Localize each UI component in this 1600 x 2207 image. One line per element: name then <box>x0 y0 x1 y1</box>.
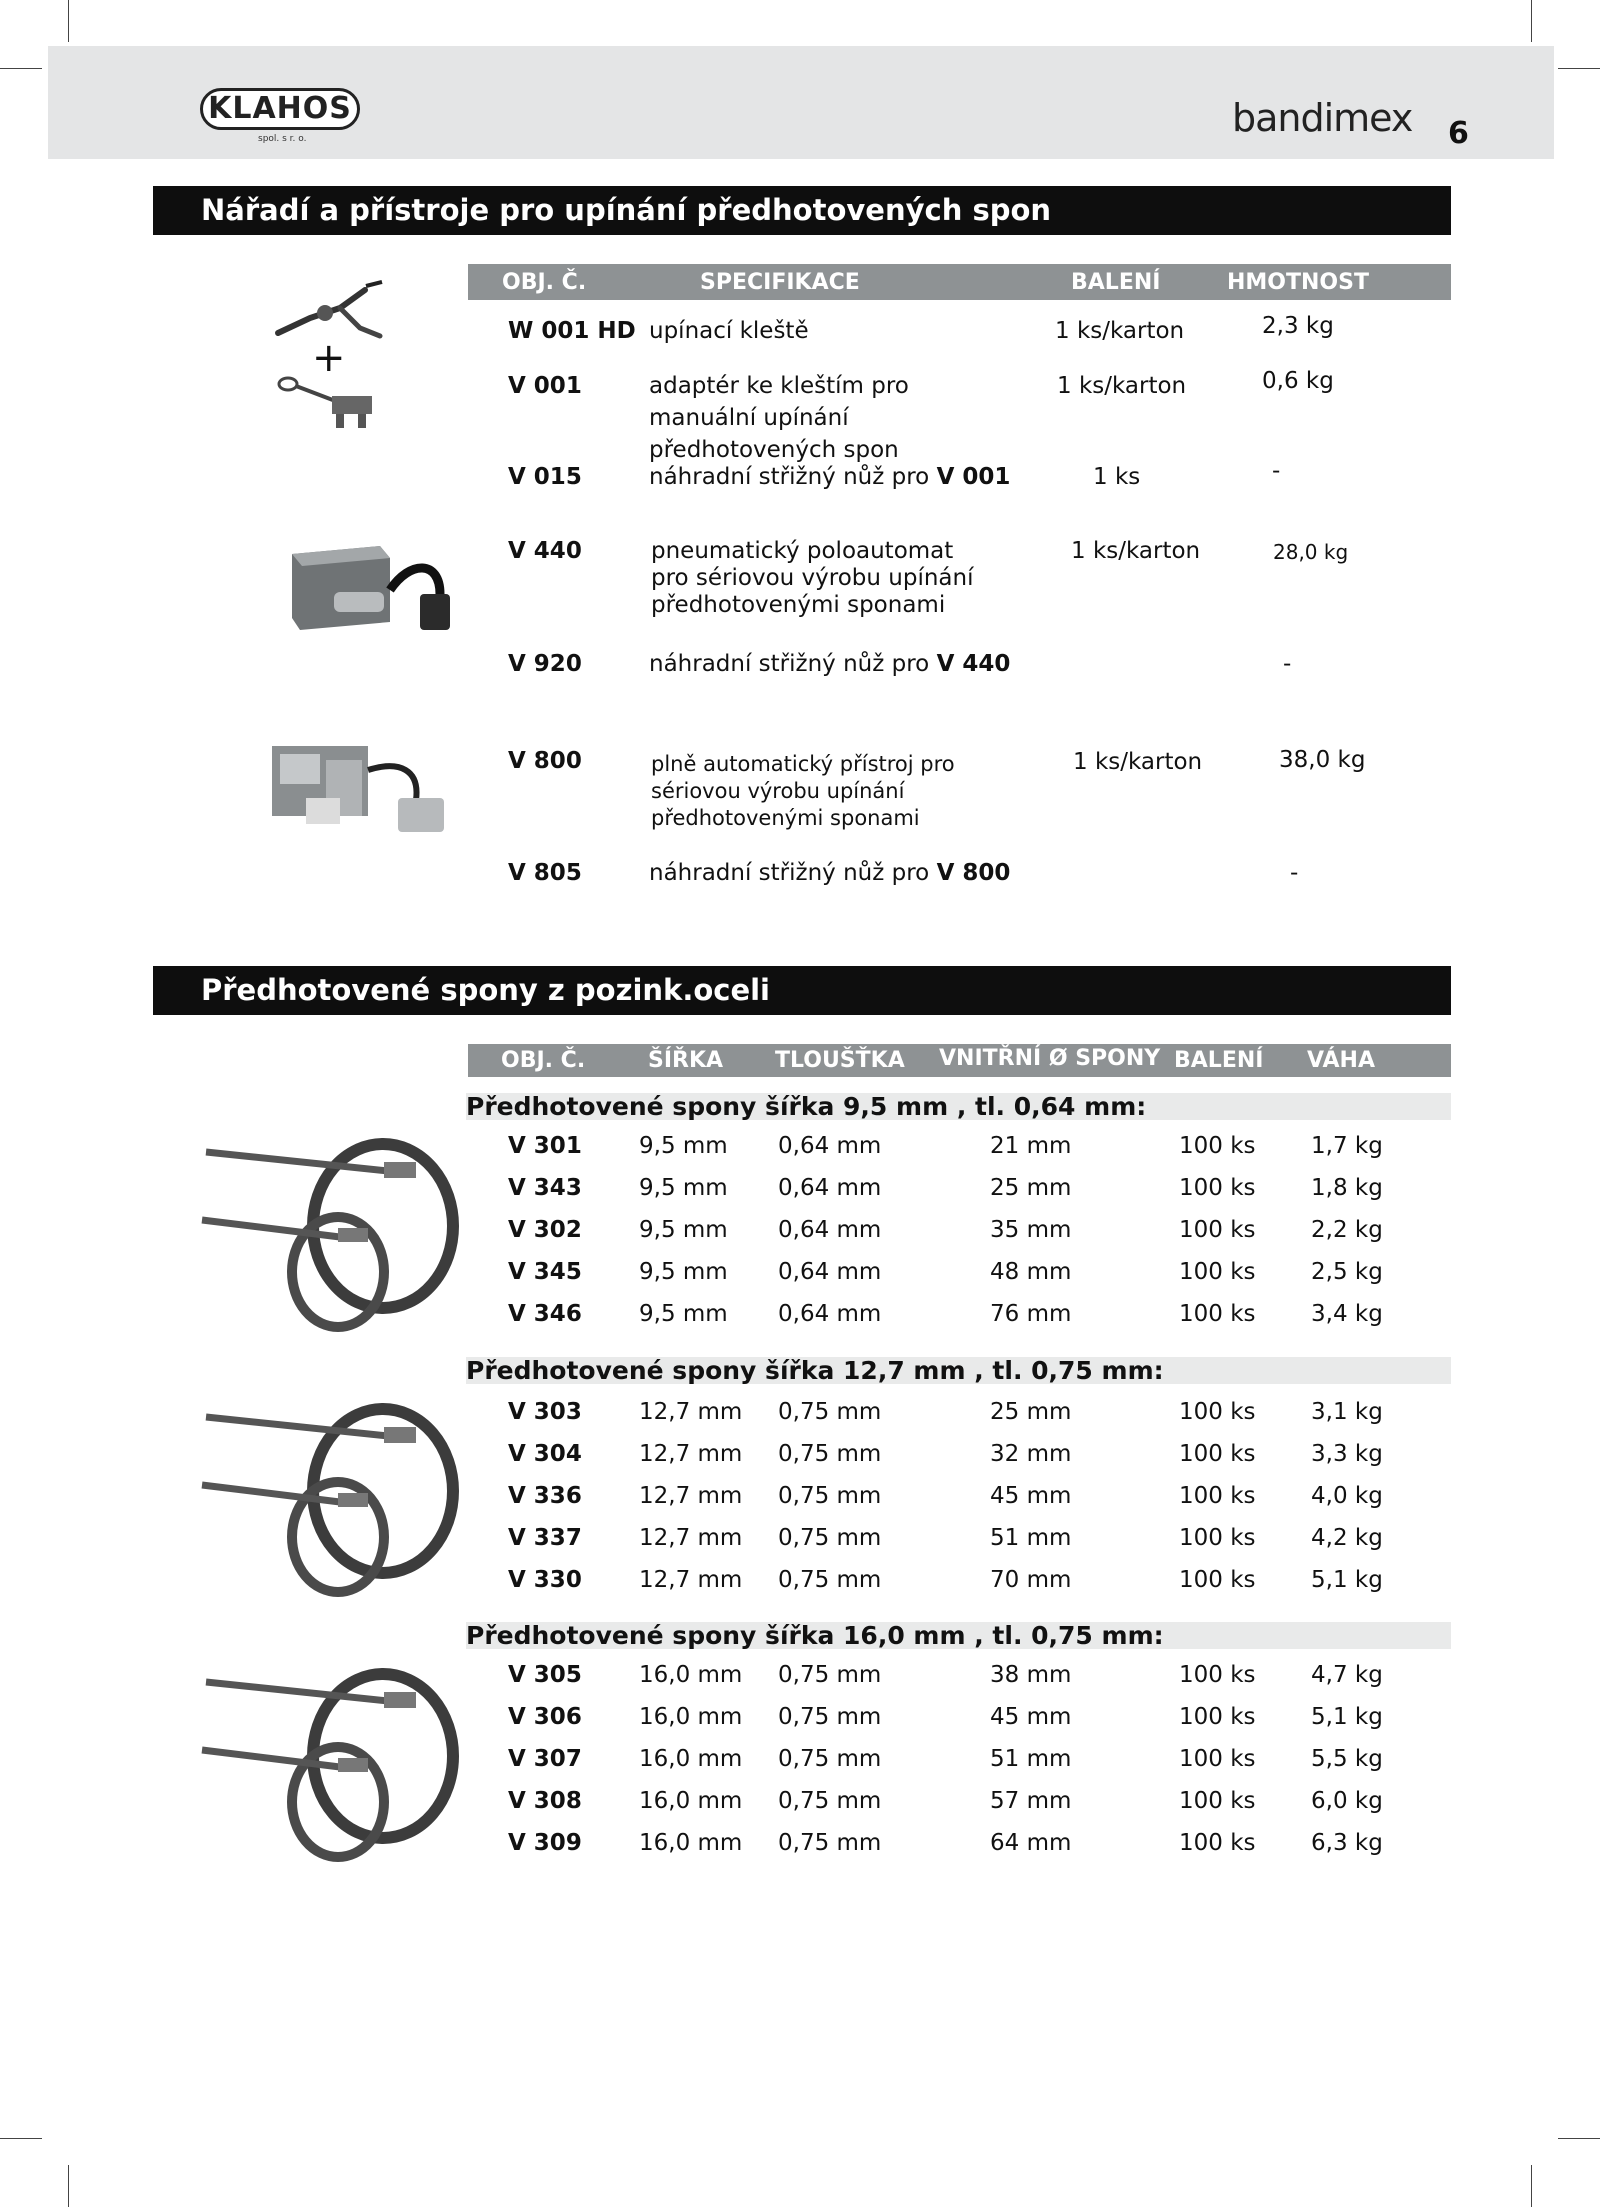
clip-pack: 100 ks <box>1179 1175 1256 1201</box>
section-title-tools: Nářadí a přístroje pro upínání předhotovených spon <box>153 186 1451 235</box>
tool-weight: - <box>1290 860 1299 886</box>
clip-code: V 304 <box>508 1441 582 1467</box>
clip-width: 12,7 mm <box>639 1441 743 1467</box>
clip-pack: 100 ks <box>1179 1217 1256 1243</box>
col-header-pack: BALENÍ <box>1071 270 1161 295</box>
tool-weight: - <box>1283 651 1292 677</box>
tool-code: V 920 <box>508 651 582 677</box>
col-header-inner-diameter: VNITŘNÍ Ø SPONY <box>939 1046 1161 1071</box>
pneumatic-semiautomat-image <box>290 540 460 640</box>
clip-weight: 2,2 kg <box>1311 1217 1383 1243</box>
clip-weight: 4,2 kg <box>1311 1525 1383 1551</box>
clip-width: 12,7 mm <box>639 1567 743 1593</box>
clip-weight: 3,3 kg <box>1311 1441 1383 1467</box>
clip-pack: 100 ks <box>1179 1662 1256 1688</box>
crop-mark <box>68 2165 69 2207</box>
clip-group-heading: Předhotovené spony šířka 12,7 mm , tl. 0,75 mm: <box>466 1357 1451 1384</box>
tool-pack: 1 ks/karton <box>1055 318 1185 344</box>
clip-width: 9,5 mm <box>639 1133 728 1159</box>
crop-mark <box>1531 0 1532 42</box>
clip-thickness: 0,75 mm <box>778 1483 882 1509</box>
clip-width: 9,5 mm <box>639 1217 728 1243</box>
clip-thickness: 0,75 mm <box>778 1662 882 1688</box>
clip-pack: 100 ks <box>1179 1133 1256 1159</box>
clip-inner-diameter: 32 mm <box>990 1441 1072 1467</box>
tool-spec-line: pneumatický poloautomat <box>651 538 954 564</box>
tool-spec-text: náhradní střižný nůž pro <box>649 860 937 886</box>
clip-inner-diameter: 48 mm <box>990 1259 1072 1285</box>
tools-table-header <box>468 264 1451 300</box>
tool-pack: 1 ks/karton <box>1073 749 1203 775</box>
clip-thickness: 0,64 mm <box>778 1217 882 1243</box>
clip-thickness: 0,64 mm <box>778 1175 882 1201</box>
clip-weight: 3,1 kg <box>1311 1399 1383 1425</box>
clip-band-image <box>198 1138 468 1338</box>
tool-spec <box>651 751 955 832</box>
clip-thickness: 0,75 mm <box>778 1567 882 1593</box>
crop-mark <box>1558 68 1600 69</box>
col-header-weight: VÁHA <box>1307 1048 1375 1073</box>
section-title-clips: Předhotovené spony z pozink.oceli <box>153 966 1451 1015</box>
col-header-thickness: TLOUŠŤKA <box>775 1048 905 1073</box>
clip-inner-diameter: 76 mm <box>990 1301 1072 1327</box>
clip-group-heading: Předhotovené spony šířka 16,0 mm , tl. 0,75 mm: <box>466 1622 1451 1649</box>
col-header-code: OBJ. Č. <box>502 270 587 295</box>
tool-spec <box>649 651 1010 677</box>
tool-spec-text: náhradní střižný nůž pro <box>649 651 937 677</box>
clip-width: 9,5 mm <box>639 1301 728 1327</box>
clip-thickness: 0,75 mm <box>778 1441 882 1467</box>
clip-code: V 303 <box>508 1399 582 1425</box>
clip-weight: 5,1 kg <box>1311 1704 1383 1730</box>
crop-mark <box>0 2138 42 2139</box>
tool-weight: 2,3 kg <box>1262 313 1334 339</box>
clip-weight: 3,4 kg <box>1311 1301 1383 1327</box>
clip-code: V 345 <box>508 1259 582 1285</box>
crop-mark <box>0 68 42 69</box>
tool-pack: 1 ks/karton <box>1057 373 1187 399</box>
tool-spec <box>649 464 1010 490</box>
clip-thickness: 0,75 mm <box>778 1746 882 1772</box>
clip-code: V 308 <box>508 1788 582 1814</box>
tool-spec-ref: V 800 <box>936 860 1011 886</box>
clip-weight: 6,0 kg <box>1311 1788 1383 1814</box>
clip-code: V 306 <box>508 1704 582 1730</box>
crop-mark <box>68 0 69 42</box>
tool-spec-line: plně automatický přístroj pro <box>651 752 955 776</box>
clip-inner-diameter: 45 mm <box>990 1704 1072 1730</box>
clip-thickness: 0,75 mm <box>778 1704 882 1730</box>
clip-pack: 100 ks <box>1179 1301 1256 1327</box>
clip-weight: 5,1 kg <box>1311 1567 1383 1593</box>
tool-weight: - <box>1272 458 1281 484</box>
clip-code: V 336 <box>508 1483 582 1509</box>
clip-pack: 100 ks <box>1179 1259 1256 1285</box>
clip-width: 12,7 mm <box>639 1483 743 1509</box>
clip-code: V 337 <box>508 1525 582 1551</box>
plus-sign: + <box>312 335 346 381</box>
clip-thickness: 0,75 mm <box>778 1399 882 1425</box>
clip-inner-diameter: 64 mm <box>990 1830 1072 1856</box>
clip-weight: 1,8 kg <box>1311 1175 1383 1201</box>
clip-code: V 305 <box>508 1662 582 1688</box>
clips-table-header <box>468 1044 1451 1077</box>
automatic-device-image <box>270 740 460 840</box>
clip-pack: 100 ks <box>1179 1399 1256 1425</box>
tool-spec-line: předhotovenými sponami <box>651 806 920 830</box>
tool-weight: 38,0 kg <box>1279 747 1366 773</box>
tool-spec-line: pro sériovou výrobu upínání <box>651 565 974 591</box>
clip-weight: 1,7 kg <box>1311 1133 1383 1159</box>
clip-inner-diameter: 21 mm <box>990 1133 1072 1159</box>
tool-spec-line: sériovou výrobu upínání <box>651 779 905 803</box>
clip-weight: 4,7 kg <box>1311 1662 1383 1688</box>
page-number: 6 <box>1448 116 1469 151</box>
clip-thickness: 0,75 mm <box>778 1525 882 1551</box>
clip-inner-diameter: 38 mm <box>990 1662 1072 1688</box>
col-header-spec: SPECIFIKACE <box>700 270 860 295</box>
tool-spec: adaptér ke kleštím pro manuální upínání předhotovených spon <box>649 373 909 463</box>
clip-inner-diameter: 25 mm <box>990 1175 1072 1201</box>
tool-code: V 800 <box>508 748 582 774</box>
clip-code: V 330 <box>508 1567 582 1593</box>
clip-band-image <box>198 1668 468 1868</box>
clip-width: 16,0 mm <box>639 1704 743 1730</box>
tool-spec: upínací kleště <box>649 318 809 344</box>
col-header-weight: HMOTNOST <box>1227 270 1369 295</box>
clip-width: 12,7 mm <box>639 1399 743 1425</box>
clip-weight: 4,0 kg <box>1311 1483 1383 1509</box>
bandimex-logo: bandimex <box>1232 96 1413 140</box>
clip-inner-diameter: 45 mm <box>990 1483 1072 1509</box>
clip-code: V 309 <box>508 1830 582 1856</box>
clip-inner-diameter: 35 mm <box>990 1217 1072 1243</box>
clip-code: V 302 <box>508 1217 582 1243</box>
clip-band-image <box>198 1403 468 1603</box>
clip-width: 16,0 mm <box>639 1746 743 1772</box>
clip-code: V 343 <box>508 1175 582 1201</box>
tool-spec-ref: V 001 <box>936 464 1011 490</box>
col-header-pack: BALENÍ <box>1174 1048 1264 1073</box>
clip-width: 12,7 mm <box>639 1525 743 1551</box>
clip-code: V 301 <box>508 1133 582 1159</box>
clip-inner-diameter: 70 mm <box>990 1567 1072 1593</box>
tool-code: V 015 <box>508 464 582 490</box>
tool-weight: 0,6 kg <box>1262 368 1334 394</box>
clip-thickness: 0,64 mm <box>778 1133 882 1159</box>
tool-code: V 805 <box>508 860 582 886</box>
clip-thickness: 0,64 mm <box>778 1301 882 1327</box>
tool-spec <box>649 860 1010 886</box>
clip-width: 16,0 mm <box>639 1788 743 1814</box>
clip-thickness: 0,64 mm <box>778 1259 882 1285</box>
clip-pack: 100 ks <box>1179 1704 1256 1730</box>
clip-width: 9,5 mm <box>639 1259 728 1285</box>
clip-inner-diameter: 51 mm <box>990 1525 1072 1551</box>
clip-width: 9,5 mm <box>639 1175 728 1201</box>
clip-pack: 100 ks <box>1179 1483 1256 1509</box>
tool-spec-ref: V 440 <box>936 651 1011 677</box>
clip-weight: 6,3 kg <box>1311 1830 1383 1856</box>
crop-mark <box>1531 2165 1532 2207</box>
clip-code: V 346 <box>508 1301 582 1327</box>
klahos-logo-sub: spol. s r. o. <box>258 134 307 144</box>
clip-pack: 100 ks <box>1179 1525 1256 1551</box>
clip-inner-diameter: 57 mm <box>990 1788 1072 1814</box>
col-header-code: OBJ. Č. <box>501 1048 586 1073</box>
clip-thickness: 0,75 mm <box>778 1788 882 1814</box>
clip-inner-diameter: 25 mm <box>990 1399 1072 1425</box>
clip-pack: 100 ks <box>1179 1567 1256 1593</box>
tool-code: W 001 HD <box>508 318 636 344</box>
clip-pack: 100 ks <box>1179 1441 1256 1467</box>
clip-weight: 2,5 kg <box>1311 1259 1383 1285</box>
tool-spec-text: náhradní střižný nůž pro <box>649 464 937 490</box>
clip-width: 16,0 mm <box>639 1662 743 1688</box>
tool-pack: 1 ks/karton <box>1071 538 1201 564</box>
clip-thickness: 0,75 mm <box>778 1830 882 1856</box>
clip-code: V 307 <box>508 1746 582 1772</box>
pliers-adapter-image <box>276 372 380 434</box>
crop-mark <box>1558 2138 1600 2139</box>
tool-code: V 001 <box>508 373 582 399</box>
clip-width: 16,0 mm <box>639 1830 743 1856</box>
tool-spec <box>651 538 974 619</box>
klahos-logo: KLAHOS <box>200 88 360 130</box>
clip-pack: 100 ks <box>1179 1830 1256 1856</box>
tool-code: V 440 <box>508 538 582 564</box>
clip-weight: 5,5 kg <box>1311 1746 1383 1772</box>
clip-pack: 100 ks <box>1179 1788 1256 1814</box>
tool-weight: 28,0 kg <box>1273 540 1349 564</box>
clip-inner-diameter: 51 mm <box>990 1746 1072 1772</box>
tool-pack: 1 ks <box>1093 464 1141 490</box>
col-header-width: ŠÍŘKA <box>648 1048 724 1073</box>
tool-spec-line: předhotovenými sponami <box>651 592 946 618</box>
clip-pack: 100 ks <box>1179 1746 1256 1772</box>
clip-group-heading: Předhotovené spony šířka 9,5 mm , tl. 0,64 mm: <box>466 1093 1451 1120</box>
